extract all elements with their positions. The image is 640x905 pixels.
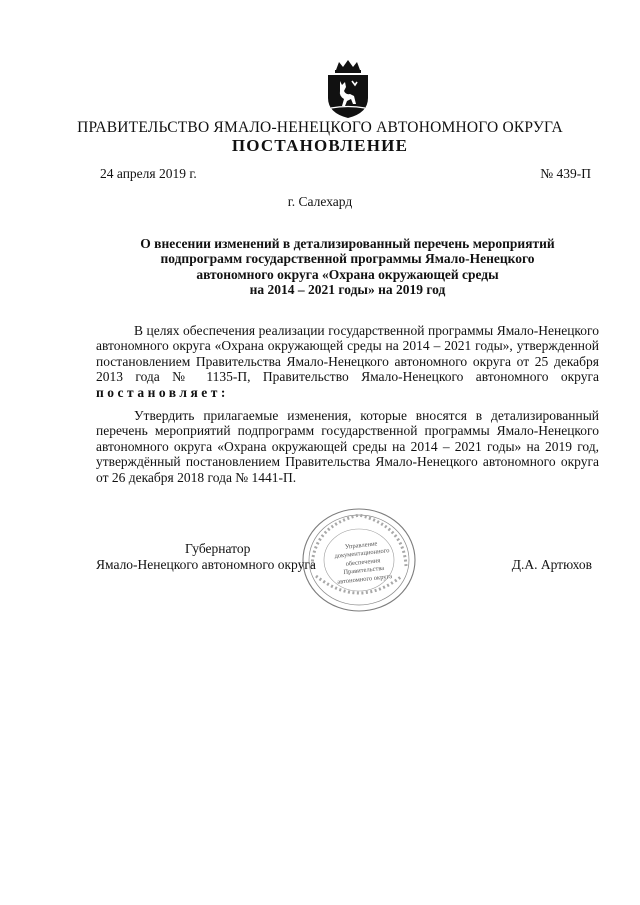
signatory-position: Губернатор (185, 541, 251, 556)
preamble-text: В целях обеспечения реализации государственной программы Ямало-Ненецкого автономного округа «Охрана окружающей среды на 2014 – 2021 годы», утвержденной постановлением Правительства Ямало-Ненецкого автономного округа от 25 декабря 2013 года № 1135-П, Правительство Ямало-Ненецкого автономного округа (96, 323, 599, 385)
title-line: О внесении изменений в детализированный перечень мероприятий (140, 236, 555, 251)
document-type: ПОСТАНОВЛЕНИЕ (231, 136, 409, 155)
organization-name: ПРАВИТЕЛЬСТВО ЯМАЛО-НЕНЕЦКОГО АВТОНОМНОГО ОКРУГА (77, 119, 563, 136)
document-number: № 439-П (540, 166, 591, 181)
paragraph-preamble (96, 323, 599, 400)
paragraph-resolution (96, 408, 599, 485)
stamp-text: Управление документационного обеспечения Правительства автономного округа (334, 540, 393, 586)
document-title (100, 236, 595, 298)
resolution-verb: постановляет: (96, 384, 229, 400)
document-city: г. Салехард (287, 194, 353, 209)
resolution-text: Утвердить прилагаемые изменения, которые вносятся в детализированный перечень мероприятий подпрограмм государственной программы Ямало-Ненецкого автономного округа «Охрана окружающей среды на 2014 – 2021 годы» на 2019 год, утверждённый постановлением Правительства Ямало-Ненецкого автономного округа от 26 декабря 2018 года № 1441-П. (96, 408, 599, 485)
title-line: на 2014 – 2021 годы» на 2019 год (249, 282, 446, 298)
signatory-name: Д.А. Артюхов (511, 557, 592, 572)
title-line: автономного округа «Охрана окружающей среды (196, 266, 499, 282)
signatory-region: Ямало-Ненецкого автономного округа (96, 557, 316, 572)
title-line: подпрограмм государственной программы Ямало-Ненецкого (160, 251, 535, 267)
document-date: 24 апреля 2019 г. (100, 166, 197, 181)
coat-of-arms-icon (322, 58, 374, 120)
